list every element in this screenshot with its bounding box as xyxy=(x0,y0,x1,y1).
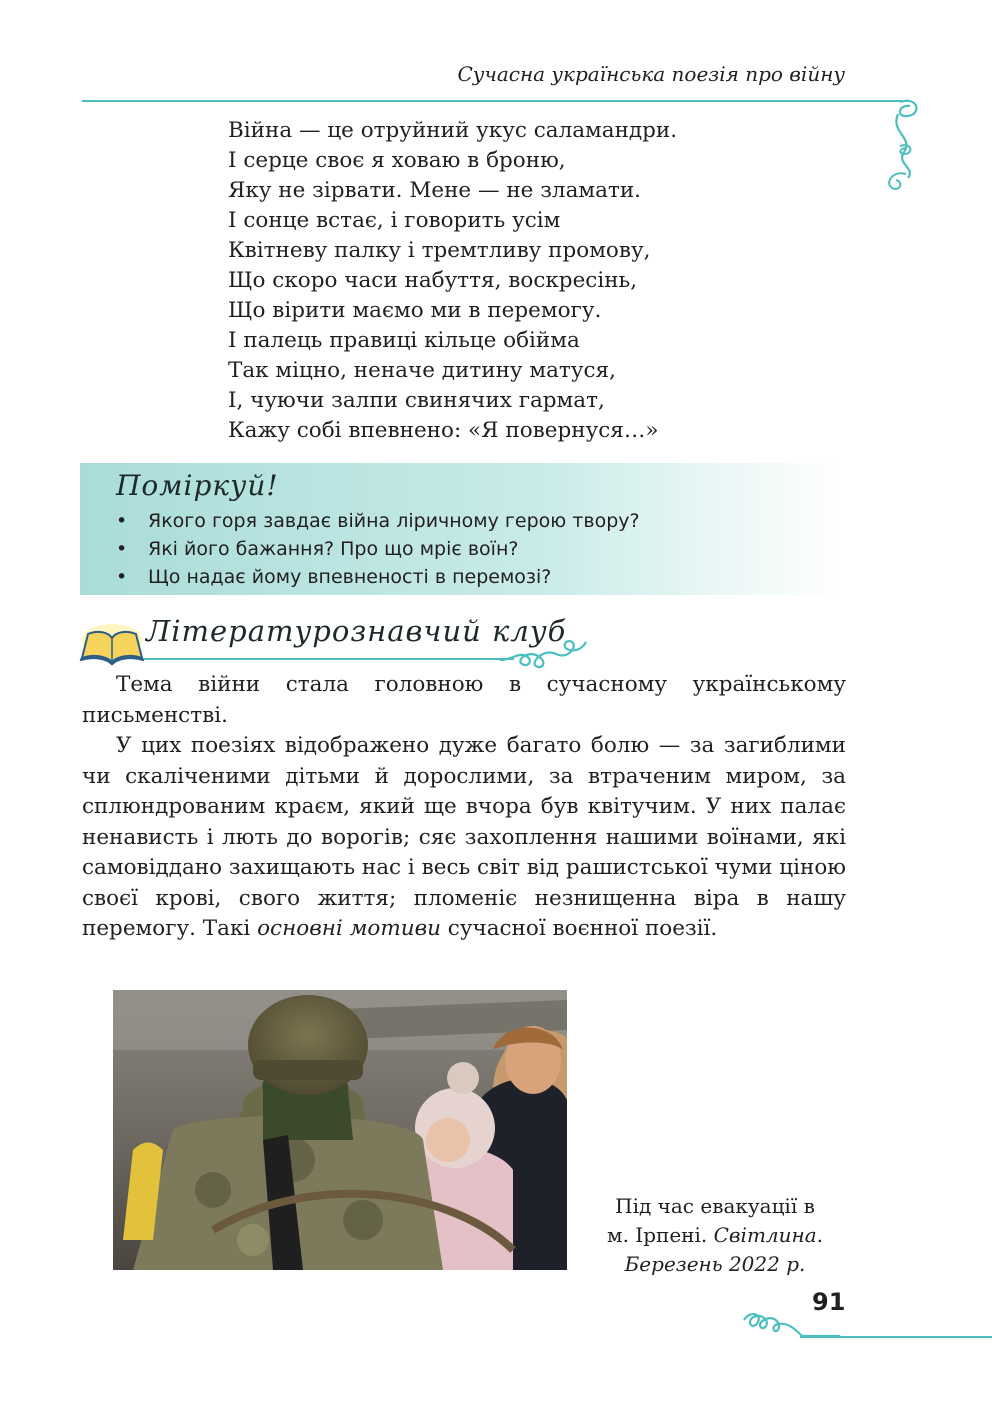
poem-line: І палець правиці кільце обійма xyxy=(228,328,580,353)
question-text: Що надає йому впевненості в перемозі? xyxy=(148,566,552,588)
decorative-curl-icon xyxy=(870,92,930,202)
poem xyxy=(228,116,848,446)
italic-term: основні мотиви xyxy=(257,916,441,941)
question-text: Якого горя завдає війна ліричному герою твору? xyxy=(148,510,640,532)
caption-line: Березень 2022 р. xyxy=(624,1252,806,1276)
club-title: Літературознавчий клуб xyxy=(146,614,567,648)
question-item xyxy=(116,535,640,563)
think-box-title: Поміркуй! xyxy=(116,469,279,502)
bullet-icon: • xyxy=(116,538,128,560)
poem-line: Що вірити маємо ми в перемогу. xyxy=(228,298,602,323)
poem-line: І серце своє я ховаю в броню, xyxy=(228,148,566,173)
poem-line: Що скоро часи набуття, воскресінь, xyxy=(228,268,638,293)
club-heading xyxy=(78,614,578,666)
think-box xyxy=(80,463,840,595)
poem-line: Яку не зірвати. Мене — не зламати. xyxy=(228,178,642,203)
question-item xyxy=(116,507,640,535)
poem-line: Війна — це отруйний укус саламандри. xyxy=(228,118,678,143)
poem-line: І, чуючи залпи свинячих гармат, xyxy=(228,388,605,413)
paragraph-text: сучасної воєнної поезії. xyxy=(440,916,718,941)
evacuation-photo xyxy=(113,990,567,1270)
club-rule xyxy=(144,658,514,660)
photo-caption xyxy=(590,1192,840,1279)
decorative-curl-icon xyxy=(498,636,588,672)
paragraph: Тема війни стала головною в сучасному українському письменстві. xyxy=(82,672,846,728)
page-number: 91 xyxy=(812,1288,846,1316)
running-title: Сучасна українська поезія про війну xyxy=(457,62,845,86)
question-item xyxy=(116,563,640,591)
bullet-icon: • xyxy=(116,510,128,532)
club-body xyxy=(82,670,846,945)
footer-rule xyxy=(800,1336,992,1338)
caption-line xyxy=(590,1221,840,1250)
paragraph-text: У цих поезіях відображено дуже багато болю — за загиблими чи скаліченими дітьми й дорослими, за втраченим миром, за сплюндрованим краєм, який ще вчора був квітучим. У них палає ненависть і лють до ворогів; сяє захоплення нашими воїнами, які самовіддано захищають нас і весь світ від рашистської чуми ціною своєї крові, свого життя; пломеніє незнищенна віра в нашу перемогу. Такі xyxy=(82,733,846,941)
question-text: Які його бажання? Про що мріє воїн? xyxy=(148,538,519,560)
question-list xyxy=(116,507,640,591)
open-book-icon xyxy=(78,622,146,666)
poem-line: Кажу собі впевнено: «Я повернуся…» xyxy=(228,418,659,443)
poem-line: Квітневу палку і тремтливу промову, xyxy=(228,238,651,263)
caption-text: м. Ірпені. xyxy=(607,1223,714,1247)
bullet-icon: • xyxy=(116,566,128,588)
header-rule xyxy=(82,100,902,102)
caption-italic: Світлина. xyxy=(713,1223,823,1247)
paragraph xyxy=(82,731,846,945)
caption-line: Під час евакуації в xyxy=(615,1194,815,1218)
poem-line: І сонце встає, і говорить усім xyxy=(228,208,561,233)
poem-line: Так міцно, неначе дитину матуся, xyxy=(228,358,616,383)
